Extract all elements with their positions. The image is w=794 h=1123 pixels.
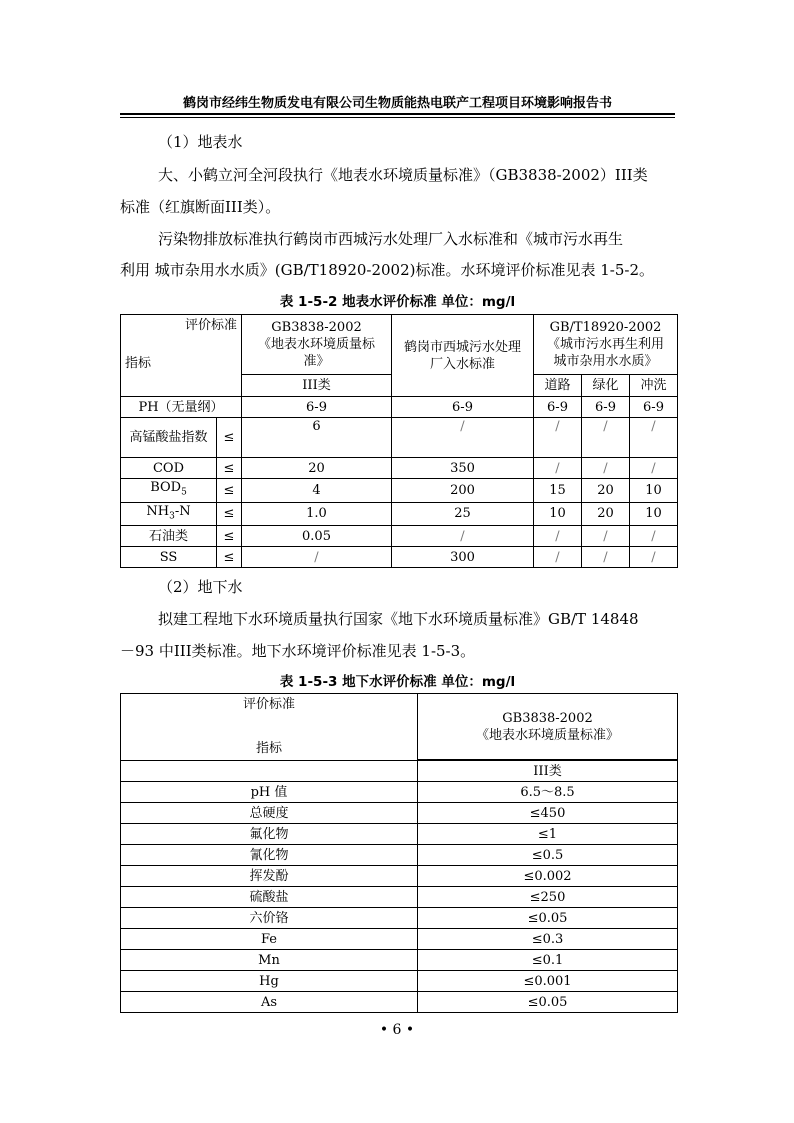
table-cell: 6.5～8.5 bbox=[418, 782, 678, 803]
table-cell: / bbox=[534, 418, 582, 458]
table-cell: ≤0.05 bbox=[418, 992, 678, 1013]
header-rule bbox=[120, 113, 675, 115]
table-row bbox=[121, 950, 678, 971]
table-cell: ≤0.1 bbox=[418, 950, 678, 971]
table-cell: / bbox=[392, 526, 534, 547]
corner-label-standard: 评价标准 bbox=[242, 697, 295, 712]
groundwater-standards-table bbox=[120, 693, 678, 1013]
header-std-gb3838 bbox=[242, 315, 392, 375]
table-cell: ≤0.002 bbox=[418, 866, 678, 887]
indicator-name: 高锰酸盐指数 bbox=[121, 418, 217, 458]
section-heading-groundwater: （2）地下水 bbox=[158, 578, 243, 596]
header-sub-green: 绿化 bbox=[582, 375, 630, 397]
table-header-row bbox=[121, 694, 678, 760]
table-cell: 20 bbox=[242, 458, 392, 479]
table-row bbox=[121, 782, 678, 803]
indicator-name: Mn bbox=[121, 950, 418, 971]
table-row bbox=[121, 929, 678, 950]
indicator-name: 六价铬 bbox=[121, 908, 418, 929]
header-text: 《地表水环境质量标准》 bbox=[475, 727, 619, 743]
corner-label-standard: 评价标准 bbox=[184, 318, 237, 333]
table-cell: / bbox=[630, 547, 678, 568]
table-row bbox=[121, 992, 678, 1013]
header-std-xicheng bbox=[392, 315, 534, 397]
table-cell: 6-9 bbox=[392, 397, 534, 418]
header-text: 《城市污水再生利用 bbox=[546, 337, 664, 352]
header-text: GB/T18920-2002 bbox=[549, 320, 662, 335]
header-std-gb3838 bbox=[418, 694, 678, 760]
table-row bbox=[121, 824, 678, 845]
table-cell: 20 bbox=[582, 502, 630, 526]
table-cell: ≤0.05 bbox=[418, 908, 678, 929]
header-class: III类 bbox=[418, 761, 678, 782]
page-number: • 6 • bbox=[379, 1022, 415, 1038]
table-row bbox=[121, 887, 678, 908]
table-row bbox=[121, 971, 678, 992]
table-cell: / bbox=[582, 418, 630, 458]
indicator-name: PH（无量纲） bbox=[121, 397, 242, 418]
table-cell: 20 bbox=[582, 479, 630, 503]
document-header-title: 鹤岗市经纬生物质发电有限公司生物质能热电联产工程项目环境影响报告书 bbox=[182, 96, 612, 111]
header-text: 城市杂用水水质》 bbox=[553, 354, 658, 369]
table-cell: 10 bbox=[630, 479, 678, 503]
indicator-name: pH 值 bbox=[121, 782, 418, 803]
table-row bbox=[121, 418, 678, 458]
indicator-name: 氰化物 bbox=[121, 845, 418, 866]
indicator-name: 挥发酚 bbox=[121, 866, 418, 887]
table-cell: / bbox=[582, 547, 630, 568]
section-heading-surface-water: （1）地表水 bbox=[158, 133, 243, 151]
header-text: 《地表水环境质量标 bbox=[257, 337, 375, 352]
table-cell: / bbox=[534, 547, 582, 568]
table-cell: ≤1 bbox=[418, 824, 678, 845]
paragraph-line: －93 中III类标准。地下水环境评价标准见表 1-5-3。 bbox=[120, 642, 476, 660]
table-cell bbox=[121, 761, 418, 782]
table-cell: / bbox=[630, 418, 678, 458]
indicator-name: 总硬度 bbox=[121, 803, 418, 824]
table-cell: 10 bbox=[534, 502, 582, 526]
corner-label-indicator: 指标 bbox=[125, 356, 152, 371]
surface-water-standards-table bbox=[120, 314, 678, 568]
header-rule-thin bbox=[120, 117, 675, 118]
table-cell: / bbox=[630, 458, 678, 479]
table-cell: ≤250 bbox=[418, 887, 678, 908]
table-row bbox=[121, 458, 678, 479]
paragraph-line: 大、小鹤立河全河段执行《地表水环境质量标准》（GB3838-2002）III类 bbox=[158, 166, 648, 184]
table-row bbox=[121, 866, 678, 887]
header-class: III类 bbox=[242, 375, 392, 397]
table-row bbox=[121, 803, 678, 824]
table-cell: ≤450 bbox=[418, 803, 678, 824]
table-row bbox=[121, 479, 678, 503]
indicator-name: $BOD_5$ bbox=[121, 479, 217, 503]
header-std-gbt18920 bbox=[534, 315, 678, 375]
table-cell: ≤0.001 bbox=[418, 971, 678, 992]
operator-cell: ≤ bbox=[217, 479, 242, 503]
table-caption: 表 1-5-3 地下水评价标准 单位：mg/l bbox=[279, 674, 516, 690]
table-row bbox=[121, 526, 678, 547]
table-cell: 15 bbox=[534, 479, 582, 503]
table-cell: 6 bbox=[242, 418, 392, 458]
header-sub-wash: 冲洗 bbox=[630, 375, 678, 397]
paragraph-line: 拟建工程地下水环境质量执行国家《地下水环境质量标准》GB/T 14848 bbox=[158, 610, 639, 628]
corner-label-indicator: 指标 bbox=[255, 741, 282, 756]
table-cell: 0.05 bbox=[242, 526, 392, 547]
paragraph-line: 标准（红旗断面III类）。 bbox=[120, 198, 281, 216]
table-cell: / bbox=[534, 526, 582, 547]
operator-cell: ≤ bbox=[217, 458, 242, 479]
indicator-name: Fe bbox=[121, 929, 418, 950]
paragraph-line: 利用 城市杂用水水质》(GB/T18920-2002)标准。水环境评价标准见表 1-5-2。 bbox=[120, 261, 655, 279]
indicator-name: 硫酸盐 bbox=[121, 887, 418, 908]
table-cell: / bbox=[630, 526, 678, 547]
table-caption: 表 1-5-2 地表水评价标准 单位：mg/l bbox=[279, 294, 516, 310]
table-cell: / bbox=[534, 458, 582, 479]
table-cell: 4 bbox=[242, 479, 392, 503]
table-cell: / bbox=[242, 547, 392, 568]
table-header-row bbox=[121, 315, 678, 375]
indicator-name: 氟化物 bbox=[121, 824, 418, 845]
table-row bbox=[121, 397, 678, 418]
table-cell: 200 bbox=[392, 479, 534, 503]
header-text: GB3838-2002 bbox=[271, 320, 362, 335]
table-cell: / bbox=[392, 418, 534, 458]
table-cell: ≤0.5 bbox=[418, 845, 678, 866]
table-cell: ≤0.3 bbox=[418, 929, 678, 950]
table-cell: 6-9 bbox=[582, 397, 630, 418]
operator-cell: ≤ bbox=[217, 526, 242, 547]
table-cell: / bbox=[582, 526, 630, 547]
operator-cell: ≤ bbox=[217, 547, 242, 568]
header-text: GB3838-2002 bbox=[502, 710, 593, 726]
table-cell: 25 bbox=[392, 502, 534, 526]
operator-cell: ≤ bbox=[217, 502, 242, 526]
table-row bbox=[121, 502, 678, 526]
table-row bbox=[121, 845, 678, 866]
table-row bbox=[121, 908, 678, 929]
table-cell: 6-9 bbox=[630, 397, 678, 418]
table-cell: 6-9 bbox=[534, 397, 582, 418]
table-corner-cell bbox=[121, 315, 242, 397]
paragraph-line: 污染物排放标准执行鹤岗市西城污水处理厂入水标准和《城市污水再生 bbox=[158, 230, 624, 248]
indicator-name: SS bbox=[121, 547, 217, 568]
table-cell: 10 bbox=[630, 502, 678, 526]
indicator-name: $NH_3-N$ bbox=[121, 502, 217, 526]
indicator-name: Hg bbox=[121, 971, 418, 992]
table-row bbox=[121, 761, 678, 782]
header-text: 鹤岗市西城污水处理厂入水标准 bbox=[403, 339, 521, 372]
indicator-name: As bbox=[121, 992, 418, 1013]
table-cell: 300 bbox=[392, 547, 534, 568]
operator-cell: ≤ bbox=[217, 418, 242, 458]
header-sub-road: 道路 bbox=[534, 375, 582, 397]
indicator-name: 石油类 bbox=[121, 526, 217, 547]
header-text: 准》 bbox=[303, 354, 330, 369]
indicator-name: COD bbox=[121, 458, 217, 479]
table-cell: / bbox=[582, 458, 630, 479]
table-row bbox=[121, 547, 678, 568]
table-cell: 350 bbox=[392, 458, 534, 479]
table-cell: 1.0 bbox=[242, 502, 392, 526]
table-cell: 6-9 bbox=[242, 397, 392, 418]
table-corner-cell bbox=[121, 694, 418, 761]
